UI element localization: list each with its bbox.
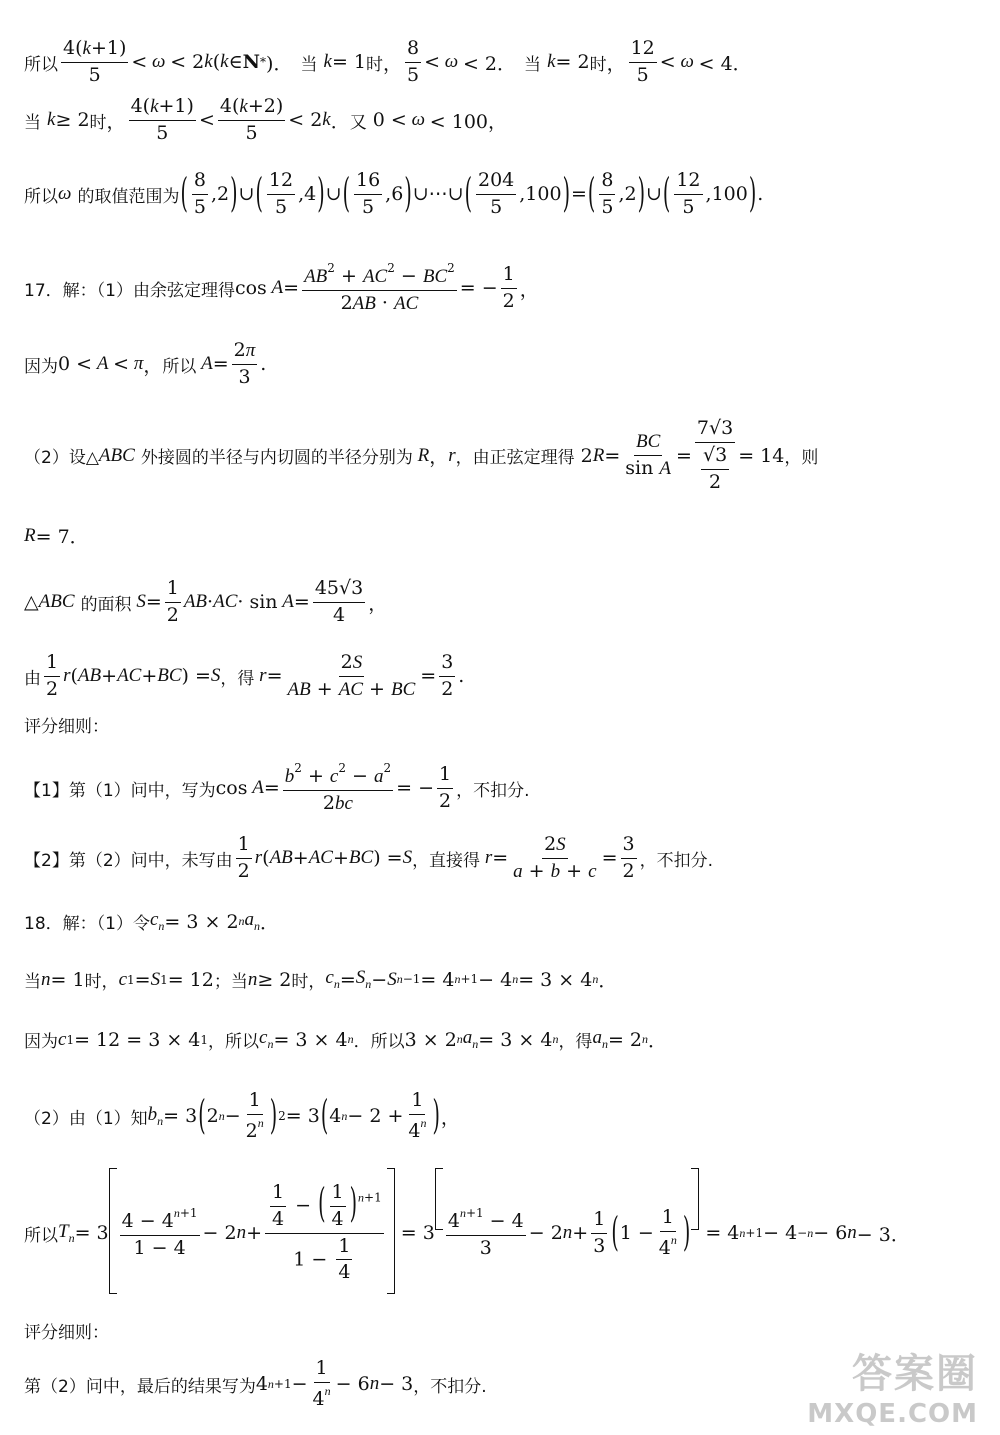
text-rule2c: ，不扣分. — [639, 850, 713, 871]
text-p18-label: 18．解：（1）令 — [24, 914, 150, 934]
text-p18-2: （2）由（1）知 — [24, 1108, 148, 1129]
line-R7: R = 7． — [24, 524, 89, 548]
line-rule-3: 第（2）问中，最后的结果写为 4 n+1 − $\frac{1}{4^n}$ − 6 n − 3 ，不扣分. — [24, 1357, 487, 1410]
line-18-an: 因为 c 1 = 12 = 3 × 4 1 ，所以 $c_n$ = 3 × 4 n ．所以 3 × 2 n $a_n$ = 3 × 4 n ，得 $a_n$ = 2 n ． — [24, 1027, 668, 1052]
text-suoyi: 所以 — [24, 54, 58, 75]
text-p17-2b: 外接圆的半径与内切圆的半径分别为 — [140, 448, 413, 469]
text-p18-dang1: 当 — [24, 972, 41, 992]
line-rule-1: 【1】第（1）问中，写为 cos A = $\frac{b^2 + c^2 - a^2}{2bc}$ = − $\frac{1}{2}$ ，不扣分. — [24, 761, 530, 814]
text-shi-2: 时 — [589, 54, 607, 75]
frac-4k2-5: $\frac{4(k+2)}{5}$ — [219, 95, 284, 144]
line-18-Tn: 所以 $T_n$ = 3 $\frac{4 - 4^{n+1}}{1 - 4}$ − 2 n + $\frac{1}{4}$ − ( $\frac{1}{4}$ )$^{n+1}$ 1 − $\frac{1}{4}$ = 3 $\frac{4^{n+1} - 4}{3}$ − 2 n + $\frac{1}{3}$ ( 1 − $\frac{1}{4^n}$ ) = 4 $_{n +1}$ − 4 −n − 6 n − 3． — [24, 1168, 910, 1298]
text-mianji: 的面积 — [80, 594, 132, 615]
text-you2: 由 — [24, 668, 41, 689]
text-p18-dang2: ；当 — [213, 972, 248, 992]
line-pingfen-2 — [24, 1318, 109, 1343]
text-rule3b: ，不扣分. — [413, 1376, 487, 1397]
text-de: ，得 — [220, 668, 255, 689]
text-dang: 当 — [300, 54, 318, 75]
text-p17-2: （2）设△ — [24, 448, 99, 469]
text-ze: ，则 — [784, 448, 819, 469]
line-18-c1: 当 n = 1 时， c 1 = S 1 = 12 ；当 n ≥ 2 时， $c_n$ = $S_n$ − S n−1 = 4 n+1 − 4 n = 3 × 4 n ． — [24, 967, 618, 992]
text-shi: 时 — [366, 54, 383, 75]
line-18-cn: 18．解：（1）令 $c_n$ = 3 × 2 n $a_n$ ． — [24, 909, 280, 934]
text-dang-3: 当 — [24, 112, 41, 133]
frac-4k1-5-b: $\frac{4(k+1)}{5}$ — [130, 95, 194, 144]
text-p17-2c: ，由正弦定理得 — [455, 448, 575, 469]
line-r: 由 $\frac{1}{2}$ r ( AB + AC + BC ) = S ，得 r = $\frac{2S}{AB + AC + BC}$ = $\frac{3}{2}$ . — [24, 651, 465, 700]
line-18-bn: （2）由（1）知 $b_n$ = 3 ( 2 n − $\frac{1}{2^n}$ ) 2 = 3 ( 4 n − 2 + $\frac{1}{4^n}$ ) ， — [24, 1089, 460, 1142]
text-dang-2: 当 — [524, 54, 542, 75]
text-p18-de: ，得 — [558, 1032, 593, 1052]
line-omega-union: 所以 ω 的取值范围为 ( $\frac{8}{5}$ ,2 ) ∪ ( $\frac{12}{5}$ ,4 ) ∪ ( $\frac{16}{5}$ ,6 ) ∪⋯∪ ( $\frac{204}{5}$ ,100 ) = ( $\frac{8}{5}$ ,2 ) ∪ ( $\frac{12}{5}$ ,100 ) . — [24, 169, 764, 218]
text-p18-suoyi: ，所以 — [208, 1032, 260, 1052]
line-17-2R: （2）设△ ABC 外接圆的半径与内切圆的半径分别为 R ， r ，由正弦定理得 2 R = $\frac{BC}{\text{sin A}}$ = $\frac{7√3}{\frac{√3}{2}}$ = 14 ，则 — [24, 417, 819, 493]
line-omega-range-1: 所以 $\frac{4(k+1)}{5}$ < ω < 2 k ( k ∈ N * )． 当 k = 1 时 ， $\frac{8}{5}$ < ω < 2． 当 k = 2 时 ， $\frac{12}{5}$ < ω < 4． — [24, 37, 752, 86]
text-rule1b: ，不扣分. — [456, 780, 530, 801]
text-rule2a: 【2】第（2）问中，未写由 — [24, 850, 233, 871]
text-suoyi-2: 所以 — [24, 186, 58, 207]
text-yinwei: 因为 — [24, 356, 58, 377]
text-p18-shi1: 时， — [84, 972, 119, 992]
text-shi-3: 时 — [89, 112, 107, 133]
text-quzhi: 的取值范围为 — [77, 186, 180, 207]
text-p18-suoyi2: ．所以 — [353, 1032, 405, 1052]
line-area: △ ABC 的面积 S = $\frac{1}{2}$ AB · AC · sin A = $\frac{45√3}{4}$ ， — [24, 577, 388, 626]
text-rule3a: 第（2）问中，最后的结果写为 — [24, 1376, 256, 1397]
text-pingfen2: 评分细则： — [24, 1323, 109, 1343]
text-you: 又 — [349, 112, 367, 133]
line-17-A: 因为 0 < A < π ， 所以 A = $\frac{2\pi}{3}$ . — [24, 339, 267, 388]
frac-4k1-5: $\frac{4(k+1)}{5}$ — [63, 37, 127, 86]
text-p18-shi2: 时， — [291, 972, 326, 992]
line-rule-2: 【2】第（2）问中，未写由 $\frac{1}{2}$ r ( AB + AC + BC ) = S ，直接得 r = $\frac{2S}{a + b + c}$ = $\frac{3}{2}$ ，不扣分. — [24, 833, 713, 882]
text-pingfen: 评分细则： — [24, 717, 109, 737]
text-rule2b: ，直接得 — [412, 850, 481, 871]
line-17-cosA: 17．解：（1）由余弦定理得 cos A = $\frac{AB^2 + AC^2 - BC^2}{2AB \cdot AC}$ = − $\frac{1}{2}$ ， — [24, 261, 539, 314]
text-p17-label: 17．解：（1）由余弦定理得 — [24, 280, 235, 301]
line-pingfen-1 — [24, 712, 109, 737]
watermark-bottom: MXQE.COM — [807, 1399, 978, 1429]
text-rule1a: 【1】第（1）问中，写为 — [24, 780, 216, 801]
line-k-ge-2: 当 k ≥ 2 时 ， $\frac{4(k+1)}{5}$ < $\frac{4(k+2)}{5}$ < 2 k ． 又 0 < ω < 100， — [24, 95, 507, 144]
frac-12-5: $\frac{12}{5}$ — [630, 37, 655, 86]
text-p18-yinwei: 因为 — [24, 1032, 58, 1052]
watermark-top: 答案圈 — [852, 1351, 978, 1397]
text-p18-suoyi3: 所以 — [24, 1225, 58, 1246]
watermark-logo — [807, 1342, 978, 1429]
frac-8-5: $\frac{8}{5}$ — [407, 37, 420, 86]
